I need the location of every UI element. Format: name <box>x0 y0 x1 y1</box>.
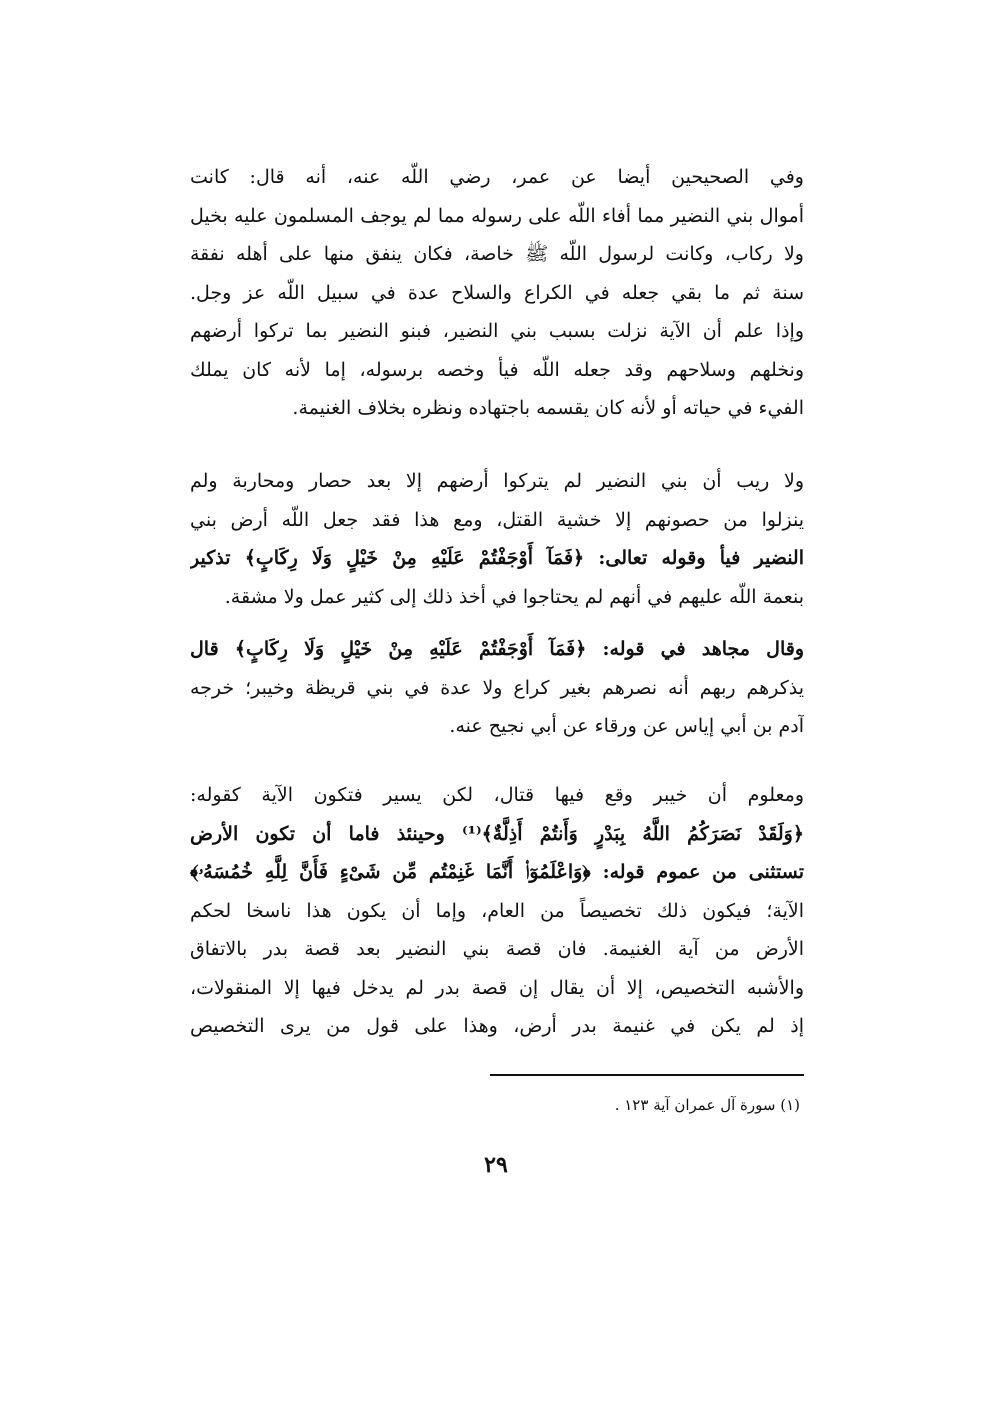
text-line: ينزلوا من حصونهم إلا خشية القتل، ومع هذا فقد جعل اللّه أرض بني <box>190 508 804 531</box>
text-line: الفيء في حياته أو لأنه كان يقسمه باجتهاده ونظره بخلاف الغنيمة. <box>292 397 804 419</box>
text-line: ولا ركاب، وكانت لرسول اللّه ﷺ خاصة، فكان ينفق منها على أهله نفقة <box>190 243 804 265</box>
paragraph-2 <box>190 462 804 616</box>
footnote: (١) سورة آل عمران آية ١٢٣ . <box>614 1096 800 1114</box>
text-line-with-quran-verse: وقال مجاهد في قوله: ﴿فَمَآ أَوْجَفْتُمْ عَلَيْهِ مِنْ خَيْلٍ وَلَا رِكَابٍ﴾ قال <box>190 638 804 660</box>
text-line-with-quran-verse: النضير فيأ وقوله تعالى: ﴿فَمَآ أَوْجَفْتُمْ عَلَيْهِ مِنْ خَيْلٍ وَلَا رِكَابٍ﴾ تذكير <box>190 547 804 569</box>
text-line: بنعمة اللّه عليهم في أنهم لم يحتاجوا في أخذ ذلك إلى كثير عمل ولا مشقة. <box>224 585 804 608</box>
text-line: وإذا علم أن الآية نزلت بسبب بني النضير، فبنو النضير بما تركوا أرضهم <box>190 320 804 342</box>
text-line-with-quran-verse: تستثنى من عموم قوله: ﴿وَاعْلَمُوٓا۟ أَنَّمَا غَنِمْتُم مِّن شَىْءٍ فَأَنَّ لِلَّهِ خُمُسَهُۥ﴾ <box>190 861 804 883</box>
text-line: الأرض من آية الغنيمة. فان قصة بني النضير بعد قصة بدر بالاتفاق <box>190 938 804 960</box>
text-line: سنة ثم ما بقي جعله في الكراع والسلاح عدة في سبيل اللّه عز وجل. <box>190 281 804 304</box>
text-line: يذكرهم ربهم أنه نصرهم بغير كراع ولا عدة في بني قريظة وخيبر؛ خرجه <box>190 676 804 699</box>
paragraph-3 <box>190 630 804 746</box>
text-line: ولا ريب أن بني النضير لم يتركوا أرضهم إلا بعد حصار ومحاربة ولم <box>190 470 804 492</box>
paragraph-4 <box>190 776 804 1046</box>
text-line: والأشبه التخصيص، إلا أن يقال إن قصة بدر لم يدخل فيها إلا المنقولات، <box>190 976 804 999</box>
text-line: إذ لم يكن في غنيمة بدر أرض، وهذا على قول من يرى التخصيص <box>190 1015 804 1037</box>
text-line: الآية؛ فيكون ذلك تخصيصاً من العام، وإما أن يكون هذا ناسخا لحكم <box>190 899 804 922</box>
text-line: آدم بن أبي إياس عن ورقاء عن أبي نجيح عنه. <box>449 715 804 737</box>
page-number: ٢٩ <box>484 1152 508 1178</box>
text-line: ونخلهم وسلاحهم وقد جعله اللّه فيأ وخصه برسوله، إما لأنه كان يملك <box>190 358 804 381</box>
text-line-with-quran-verse: ﴿وَلَقَدْ نَصَرَكُمُ اللَّهُ بِبَدْرٍ وَأَنتُمْ أَذِلَّةٌ﴾⁽¹⁾ وحينئذ فاما أن تكون الأرض <box>190 822 804 845</box>
text-line: ومعلوم أن خيبر وقع فيها قتال، لكن يسير فتكون الآية كقوله: <box>190 784 804 806</box>
text-line: وفي الصحيحين أيضا عن عمر، رضي اللّه عنه، أنه قال: كانت <box>190 166 804 188</box>
paragraph-1 <box>190 158 804 428</box>
footnote-divider <box>490 1074 804 1076</box>
text-line: أموال بني النضير مما أفاء اللّه على رسوله مما لم يوجف المسلمون عليه بخيل <box>190 204 804 227</box>
